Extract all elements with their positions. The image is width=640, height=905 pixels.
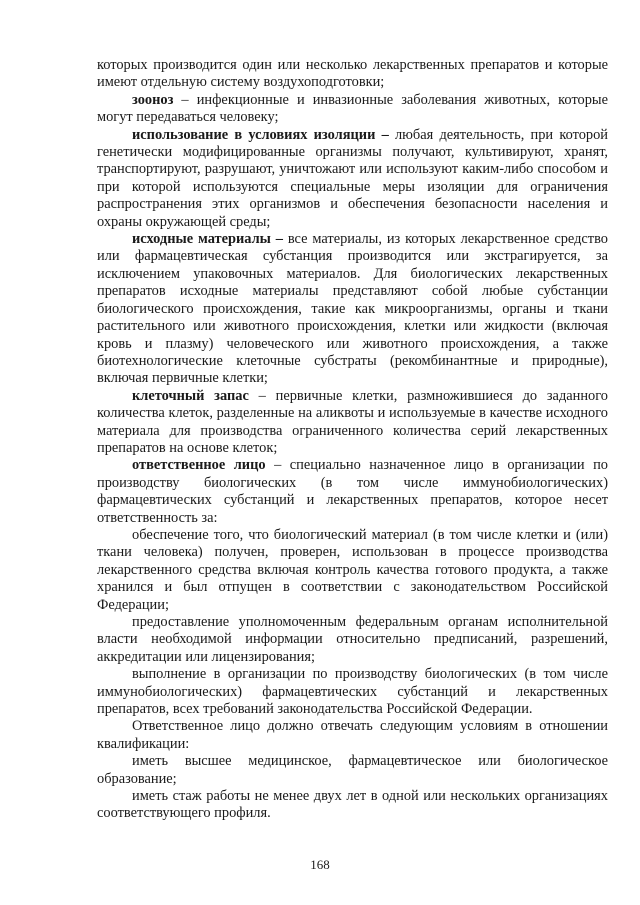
paragraph-5	[97, 388, 608, 458]
paragraph-text: все материалы, из которых лекарственное средство или фармацевтическая субстанция производится или экстрагируется, за исключением упаковочных материалов. Для биологических лекарственных препаратов исходные материалы представляют собой любые субстанции биологического происхождения, такие как микроорганизмы, органы и ткани растительного или животного происхождения, клетки или жидкости (включая кровь и плазму) человеческого или животного происхождения, а также биотехнологические клеточные субстраты (рекомбинантные и природные), включая первичные клетки;	[97, 231, 608, 387]
paragraph-text: выполнение в организации по производству биологических (в том числе иммунобиологических) фармацевтических субстанций и лекарственных препаратов, всех требований законодательства Российской Федерации.	[97, 666, 608, 718]
term-cell-stock: клеточный запас	[132, 387, 249, 404]
paragraph-11	[97, 753, 608, 788]
paragraph-4	[97, 231, 608, 388]
paragraph-3	[97, 127, 608, 231]
page-number: 168	[310, 857, 330, 872]
paragraph-text: предоставление уполномоченным федеральным органам исполнительной власти необходимой информации относительно предписаний, разрешений, аккредитации или лицензирования;	[97, 614, 608, 665]
paragraph-10	[97, 718, 608, 753]
paragraph-text: – инфекционные и инвазионные заболевания животных, которые могут передаваться человеку;	[97, 91, 608, 126]
paragraph-text: Ответственное лицо должно отвечать следующим условиям в отношении квалификации:	[97, 718, 608, 752]
paragraph-12	[97, 788, 608, 823]
paragraph-2	[97, 92, 608, 127]
body-text	[97, 57, 608, 823]
paragraph-text: – первичные клетки, размножившиеся до заданного количества клеток, разделенные на аликвоты и используемые в качестве исходного материала для производства ограниченного количества серий лекарственных препаратов на основе клеток;	[97, 387, 608, 456]
paragraph-text: иметь стаж работы не менее двух лет в одной или нескольких организациях соответствующего профиля.	[97, 788, 608, 822]
paragraph-text: которых производится один или несколько лекарственных препаратов и которые имеют отдельную систему воздухоподготовки;	[97, 57, 608, 91]
term-starting-materials: исходные материалы –	[132, 231, 283, 248]
term-responsible-person: ответственное лицо	[132, 457, 266, 474]
paragraph-6	[97, 457, 608, 527]
paragraph-text: иметь высшее медицинское, фармацевтическое или биологическое образование;	[97, 753, 608, 787]
term-zoonoz: зооноз	[132, 91, 174, 108]
paragraph-text: – специально назначенное лицо в организации по производству биологических (в том числе иммунобиологических) фармацевтических субстанций и лекарственных препаратов, которое несет ответственность за:	[97, 457, 608, 526]
paragraph-text: любая деятельность, при которой генетически модифицированные организмы получают, культивируют, хранят, транспортируют, разрушают, уничтожают или используют каким-либо способом и при которой используются специальные меры изоляции для ограничения распространения этих организмов и обеспечения безопасности населения и охраны окружающей среды;	[97, 126, 608, 230]
paragraph-7	[97, 527, 608, 614]
paragraph-9	[97, 666, 608, 718]
paragraph-1	[97, 57, 608, 92]
paragraph-8	[97, 614, 608, 666]
term-isolation-use: использование в условиях изоляции –	[132, 126, 389, 143]
paragraph-text: обеспечение того, что биологический материал (в том числе клетки и (или) ткани человека) получен, проверен, использован в процессе производства лекарственного средства включая контроль качества готового продукта, а также хранился и был отпущен в соответствии с законодательством Российской Федерации;	[97, 526, 608, 613]
